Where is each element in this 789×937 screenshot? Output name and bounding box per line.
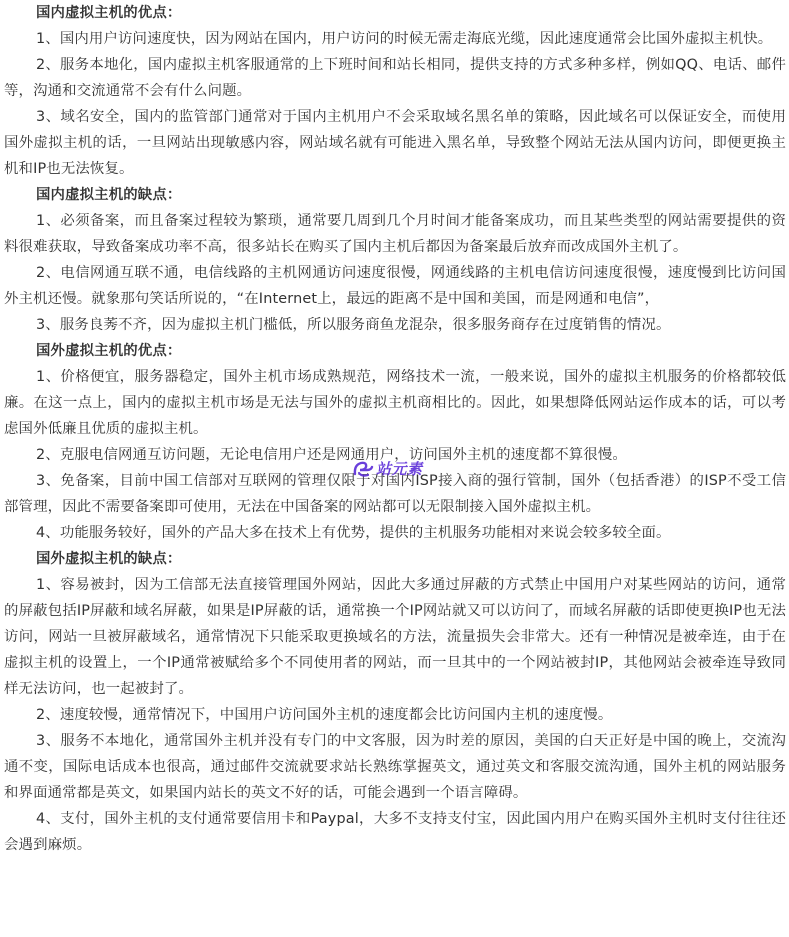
paragraph: 2、克服电信网通互访问题，无论电信用户还是网通用户，访问国外主机的速度都不算很慢。 bbox=[36, 447, 627, 463]
section-heading: 国内虚拟主机的缺点： bbox=[36, 187, 182, 203]
watermark bbox=[352, 458, 423, 479]
paragraph: 2、速度较慢，通常情况下，中国用户访问国外主机的速度都会比访问国内主机的速度慢。 bbox=[36, 707, 613, 723]
section-heading: 国外虚拟主机的优点： bbox=[36, 343, 182, 359]
section-heading: 国外虚拟主机的缺点： bbox=[36, 551, 182, 567]
paragraph: 1、必须备案，而且备案过程较为繁琐，通常要几周到几个月时间才能备案成功，而且某些类型的网站需要提供的资料很难获取，导致备案成功率不高，很多站长在购买了国内主机后都因为备案最后放弃而改成国外主机了。 bbox=[4, 213, 786, 255]
article-body bbox=[4, 0, 786, 858]
paragraph: 1、容易被封，因为工信部无法直接管理国外网站，因此大多通过屏蔽的方式禁止中国用户对某些网站的访问，通常的屏蔽包括IP屏蔽和域名屏蔽，如果是IP屏蔽的话，通常换一个IP网站就又可以访问了，而域名屏蔽的话即使更换IP也无法访问，网站一旦被屏蔽域名，通常情况下只能采取更换域名的方法，流量损失会非常大。还有一种情况是被牵连，由于在虚拟主机的设置上，一个IP通常被赋给多个不同使用者的网站，而一旦其中的一个网站被封IP，其他网站会被牵连导致同样无法访问，也一起被封了。 bbox=[4, 577, 786, 697]
paragraph: 2、电信网通互联不通，电信线路的主机网通访问速度很慢，网通线路的主机电信访问速度很慢，速度慢到比访问国外主机还慢。就象那句笑话所说的，“在Internet上，最远的距离不是中国和美国，而是网通和电信”， bbox=[4, 265, 786, 307]
paragraph: 3、服务不本地化，通常国外主机并没有专门的中文客服，因为时差的原因，美国的白天正好是中国的晚上，交流沟通不变，国际电话成本也很高，通过邮件交流就要求站长熟练掌握英文，通过英文和客服交流沟通，国外主机的网站服务和界面通常都是英文，如果国内站长的英文不好的话，可能会遇到一个语言障碍。 bbox=[4, 733, 786, 801]
paragraph: 2、服务本地化，国内虚拟主机客服通常的上下班时间和站长相同，提供支持的方式多种多样，例如QQ、电话、邮件等，沟通和交流通常不会有什么问题。 bbox=[4, 57, 786, 99]
paragraph: 3、免备案，目前中国工信部对互联网的管理仅限于对国内ISP接入商的强行管制，国外（包括香港）的ISP不受工信部管理，因此不需要备案即可使用，无法在中国备案的网站都可以无限制接入国外虚拟主机。 bbox=[4, 473, 786, 515]
paragraph: 3、服务良莠不齐，因为虚拟主机门槛低，所以服务商鱼龙混杂，很多服务商存在过度销售的情况。 bbox=[36, 317, 671, 333]
section-heading: 国内虚拟主机的优点： bbox=[36, 5, 182, 21]
paragraph: 3、域名安全，国内的监管部门通常对于国内主机用户不会采取域名黑名单的策略，因此域名可以保证安全，而使用国外虚拟主机的话，一旦网站出现敏感内容，网站域名就有可能进入黑名单，导致整个网站无法从国内访问，即便更换主机和IP也无法恢复。 bbox=[4, 109, 786, 177]
site-logo-icon bbox=[352, 459, 374, 479]
paragraph: 1、价格便宜，服务器稳定，国外主机市场成熟规范，网络技术一流，一般来说，国外的虚拟主机服务的价格都较低廉。在这一点上，国内的虚拟主机市场是无法与国外的虚拟主机商相比的。因此，如果想降低网站运作成本的话，可以考虑国外低廉且优质的虚拟主机。 bbox=[4, 369, 786, 437]
paragraph: 4、支付，国外主机的支付通常要信用卡和Paypal，大多不支持支付宝，因此国内用户在购买国外主机时支付往往还会遇到麻烦。 bbox=[4, 811, 786, 853]
paragraph: 4、功能服务较好，国外的产品大多在技术上有优势，提供的主机服务功能相对来说会较多较全面。 bbox=[36, 525, 671, 541]
watermark-text: 站元素 bbox=[376, 460, 423, 478]
paragraph: 1、国内用户访问速度快，因为网站在国内，用户访问的时候无需走海底光缆，因此速度通常会比国外虚拟主机快。 bbox=[36, 31, 773, 47]
